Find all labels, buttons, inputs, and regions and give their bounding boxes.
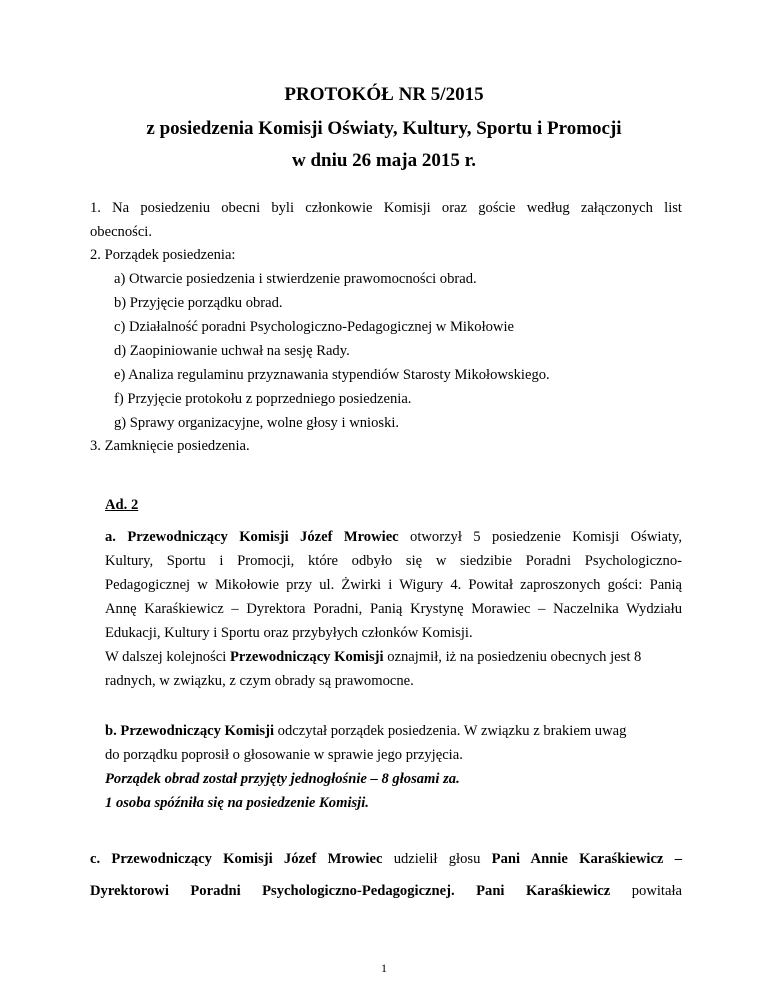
agenda-item: g) Sprawy organizacyjne, wolne głosy i wnioski. bbox=[114, 415, 400, 431]
agenda-item: f) Przyjęcie protokołu z poprzedniego posiedzenia. bbox=[114, 391, 412, 407]
section-a-line-7: radnych, w związku, z czym obrady są prawomocne. bbox=[105, 673, 414, 689]
section-b-line-1 bbox=[105, 722, 626, 740]
agenda-item: e) Analiza regulaminu przyznawania stypendiów Starosty Mikołowskiego. bbox=[114, 367, 550, 383]
text-span: udzielił głosu bbox=[382, 851, 492, 867]
text-span: oznajmił, iż na posiedzeniu obecnych jest 8 bbox=[383, 649, 642, 665]
section-a-line-1 bbox=[105, 528, 682, 546]
section-c-line-1 bbox=[90, 850, 682, 868]
section-b-line-2: do porządku poprosił o głosowanie w sprawie jego przyjęcia. bbox=[105, 747, 463, 763]
text-span: powitała bbox=[610, 883, 682, 899]
section-a-line-5: Edukacji, Kultury i Sportu oraz przybyłych członków Komisji. bbox=[105, 625, 473, 641]
section-heading-ad2: Ad. 2 bbox=[105, 497, 139, 513]
document-date: w dniu 26 maja 2015 r. bbox=[291, 150, 477, 171]
agenda-item: b) Przyjęcie porządku obrad. bbox=[114, 295, 283, 311]
late-note-text: 1 osoba spóźniła się na posiedzenie Komisji. bbox=[105, 795, 369, 811]
attendance-line-2: obecności. bbox=[90, 224, 153, 240]
vote-result-text: Porządek obrad został przyjęty jednogłośnie – 8 głosami za. bbox=[105, 771, 460, 787]
speaker-name: b. Przewodniczący Komisji bbox=[105, 723, 275, 739]
page-number: 1 bbox=[381, 961, 387, 975]
text-span: odczytał porządek posiedzenia. W związku z brakiem uwag bbox=[274, 723, 627, 739]
agenda-heading: 2. Porządek posiedzenia: bbox=[90, 247, 236, 263]
document-title: PROTOKÓŁ NR 5/2015 bbox=[284, 84, 484, 105]
section-a-line-2: Kultury, Sportu i Promocji, które odbyło się w siedzibie Poradni Psychologiczno- bbox=[105, 553, 682, 569]
section-a-line-4: Annę Karaśkiewicz – Dyrektora Poradni, Panią Krystynę Morawiec – Naczelnika Wydziału bbox=[105, 601, 682, 617]
agenda-item: d) Zaopiniowanie uchwał na sesję Rady. bbox=[114, 343, 350, 359]
guest-title: Dyrektorowi Poradni Psychologiczno-Pedagogicznej. Pani Karaśkiewicz bbox=[90, 883, 611, 899]
section-a-line-3: Pedagogicznej w Mikołowie przy ul. Żwirki i Wigury 4. Powitał zaproszonych gości: Panią bbox=[105, 577, 682, 593]
section-c-line-2 bbox=[90, 882, 682, 900]
agenda-item: c) Działalność poradni Psychologiczno-Pedagogicznej w Mikołowie bbox=[114, 319, 515, 335]
text-span: otworzył 5 posiedzenie Komisji Oświaty, bbox=[398, 529, 682, 545]
speaker-name: c. Przewodniczący Komisji Józef Mrowiec bbox=[90, 851, 383, 867]
section-b-late-note bbox=[105, 794, 369, 812]
agenda-item: a) Otwarcie posiedzenia i stwierdzenie prawomocności obrad. bbox=[114, 271, 477, 287]
speaker-name: a. Przewodniczący Komisji Józef Mrowiec bbox=[105, 529, 399, 545]
closing-item: 3. Zamknięcie posiedzenia. bbox=[90, 438, 250, 454]
document-subtitle: z posiedzenia Komisji Oświaty, Kultury, Sportu i Promocji bbox=[146, 118, 622, 139]
text-span: W dalszej kolejności bbox=[105, 649, 230, 665]
section-b-vote-result bbox=[105, 770, 460, 788]
speaker-name: Przewodniczący Komisji bbox=[229, 649, 384, 665]
section-a-line-6 bbox=[105, 648, 641, 666]
attendance-line-1: 1. Na posiedzeniu obecni byli członkowie Komisji oraz goście według załączonych list bbox=[90, 200, 682, 216]
guest-name: Pani Annie Karaśkiewicz – bbox=[491, 851, 682, 867]
